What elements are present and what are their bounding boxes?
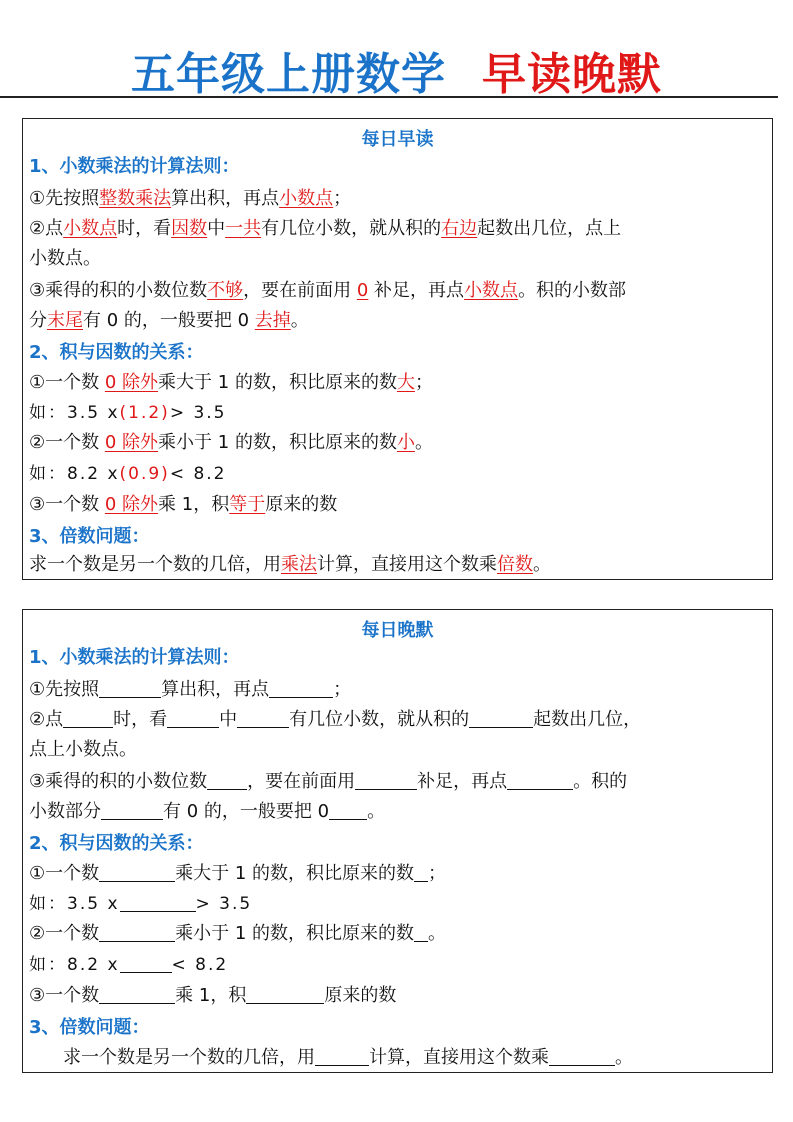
answer: (0.9) — [119, 464, 170, 484]
blank[interactable] — [99, 863, 175, 882]
text: 算出积，再点 — [171, 188, 280, 209]
blank[interactable] — [207, 771, 247, 790]
text: 如：3.5 x — [29, 894, 120, 914]
answer: (1.2) — [119, 403, 170, 423]
section-3-title: 3、倍数问题： — [29, 526, 150, 547]
text: 小数部分 — [29, 801, 101, 822]
text: 补足，再点 — [368, 280, 465, 301]
blank[interactable] — [246, 985, 324, 1004]
text: 乘大于 1 的数，积比原来的数 — [175, 863, 415, 884]
section-2-title: 2、积与因数的关系： — [29, 342, 204, 363]
text: ； — [428, 863, 447, 884]
page-header — [0, 38, 793, 102]
blank[interactable] — [101, 801, 163, 820]
relation-1 — [29, 862, 446, 886]
text: > 3.5 — [195, 894, 253, 914]
title-main: 五年级上册数学 — [131, 49, 446, 100]
section-1-title: 1、小数乘法的计算法则： — [29, 647, 240, 668]
text: ； — [333, 188, 352, 209]
blank[interactable] — [469, 709, 533, 728]
answer: 小数点 — [464, 280, 519, 301]
answer: 乘法 — [281, 554, 317, 575]
evening-recitation-box — [22, 609, 773, 1073]
text: ①先按照 — [29, 188, 100, 209]
multiple-rule — [63, 1046, 633, 1070]
answer: 因数 — [171, 218, 208, 239]
answer: 0 — [356, 280, 369, 301]
text: ，要在前面用 — [247, 771, 356, 792]
blank[interactable] — [329, 801, 367, 820]
answer: 倍数 — [497, 554, 533, 575]
blank[interactable] — [414, 863, 428, 882]
answer: 大 — [396, 372, 415, 393]
blank[interactable] — [549, 1047, 615, 1066]
text: 乘 1，积 — [158, 494, 230, 515]
text: ③一个数 — [29, 494, 105, 515]
blank[interactable] — [237, 709, 289, 728]
section-1-title: 1、小数乘法的计算法则： — [29, 156, 240, 177]
blank[interactable] — [315, 1047, 369, 1066]
evening-title: 每日晚默 — [361, 620, 434, 641]
text: 有几位小数，就从积的 — [289, 709, 470, 730]
example-2 — [29, 953, 228, 977]
section-3-title: 3、倍数问题： — [29, 1017, 150, 1038]
text: ，要在前面用 — [243, 280, 357, 301]
text: 计算，直接用这个数乘 — [369, 1047, 549, 1068]
text: 乘小于 1 的数，积比原来的数 — [158, 432, 397, 453]
rule-3-cont — [29, 309, 309, 333]
text: ③乘得的积的小数位数 — [29, 771, 208, 792]
answer: 0 除外 — [104, 432, 159, 453]
blank[interactable] — [269, 679, 333, 698]
text: 乘大于 1 的数，积比原来的数 — [158, 372, 397, 393]
answer: 去掉 — [254, 310, 291, 331]
answer: 小 — [396, 432, 415, 453]
example-1 — [29, 401, 227, 425]
text: 时，看 — [117, 218, 172, 239]
blank[interactable] — [120, 893, 196, 912]
text: < 8.2 — [171, 955, 229, 975]
answer: 小数点 — [63, 218, 118, 239]
relation-2 — [29, 431, 433, 455]
morning-title: 每日早读 — [361, 129, 434, 150]
rule-1 — [29, 187, 351, 211]
text: ②一个数 — [29, 923, 100, 944]
rule-2 — [29, 708, 641, 732]
text: 乘 1，积 — [175, 985, 247, 1006]
rule-3-cont — [29, 800, 385, 824]
multiple-rule — [29, 553, 551, 577]
rule-2-cont: 小数点。 — [29, 248, 101, 269]
blank[interactable] — [167, 709, 219, 728]
relation-3 — [29, 493, 337, 517]
rule-1 — [29, 678, 351, 702]
answer: 右边 — [441, 218, 478, 239]
blank[interactable] — [99, 679, 161, 698]
text: ②点 — [29, 218, 64, 239]
answer: 一共 — [225, 218, 262, 239]
text: 求一个数是另一个数的几倍，用 — [63, 1047, 315, 1068]
text: ①一个数 — [29, 863, 100, 884]
text: 起数出几位，点上 — [477, 218, 622, 239]
text: > 3.5 — [169, 403, 227, 423]
text: 算出积，再点 — [161, 679, 270, 700]
text: ； — [414, 372, 433, 393]
answer: 0 除外 — [104, 494, 159, 515]
text: 。 — [414, 432, 433, 453]
text: 。 — [533, 554, 551, 575]
blank[interactable] — [63, 709, 113, 728]
text: ②点 — [29, 709, 64, 730]
text: 如：8.2 x — [29, 955, 120, 975]
text: 起数出几位， — [533, 709, 642, 730]
answer: 0 除外 — [104, 372, 159, 393]
text: 。 — [290, 310, 309, 331]
header-divider — [0, 96, 778, 98]
text: 时，看 — [113, 709, 168, 730]
text: ①先按照 — [29, 679, 100, 700]
answer: 整数乘法 — [99, 188, 172, 209]
text: 如：8.2 x — [29, 464, 120, 484]
relation-3 — [29, 984, 396, 1008]
text: ； — [333, 679, 352, 700]
text: 有 0 的，一般要把 0 — [83, 310, 255, 331]
text: 有 0 的，一般要把 0 — [163, 801, 330, 822]
text: 中 — [219, 709, 238, 730]
title-sub: 早读晚默 — [482, 49, 662, 100]
blank[interactable] — [507, 771, 573, 790]
text: 。积的小数部 — [518, 280, 627, 301]
text: 。积的 — [573, 771, 628, 792]
text: 计算，直接用这个数乘 — [317, 554, 497, 575]
text: 。 — [615, 1047, 633, 1068]
text: < 8.2 — [169, 464, 227, 484]
blank[interactable] — [99, 923, 175, 942]
text: 补足，再点 — [417, 771, 508, 792]
text: ②一个数 — [29, 432, 105, 453]
text: 分 — [29, 310, 47, 331]
example-2 — [29, 462, 227, 486]
rule-3 — [29, 770, 627, 794]
blank[interactable] — [414, 923, 428, 942]
blank[interactable] — [120, 954, 172, 973]
morning-reading-box — [22, 118, 773, 580]
text: ①一个数 — [29, 372, 105, 393]
answer: 末尾 — [47, 310, 83, 331]
text: 如：3.5 x — [29, 403, 120, 423]
blank[interactable] — [355, 771, 417, 790]
text: 。 — [367, 801, 386, 822]
section-2-title: 2、积与因数的关系： — [29, 833, 204, 854]
text: 中 — [207, 218, 226, 239]
text: 有几位小数，就从积的 — [261, 218, 442, 239]
text: ③一个数 — [29, 985, 100, 1006]
example-1 — [29, 892, 252, 916]
answer: 小数点 — [279, 188, 334, 209]
text: ③乘得的积的小数位数 — [29, 280, 208, 301]
text: 原来的数 — [265, 494, 338, 515]
answer: 不够 — [207, 280, 244, 301]
rule-3 — [29, 279, 626, 303]
rule-2-cont: 点上小数点。 — [29, 739, 137, 760]
relation-1 — [29, 371, 433, 395]
answer: 等于 — [229, 494, 266, 515]
blank[interactable] — [99, 985, 175, 1004]
relation-2 — [29, 922, 446, 946]
text: 原来的数 — [324, 985, 397, 1006]
text: 。 — [428, 923, 447, 944]
text: 乘小于 1 的数，积比原来的数 — [175, 923, 415, 944]
text: 求一个数是另一个数的几倍，用 — [29, 554, 281, 575]
rule-2 — [29, 217, 621, 241]
